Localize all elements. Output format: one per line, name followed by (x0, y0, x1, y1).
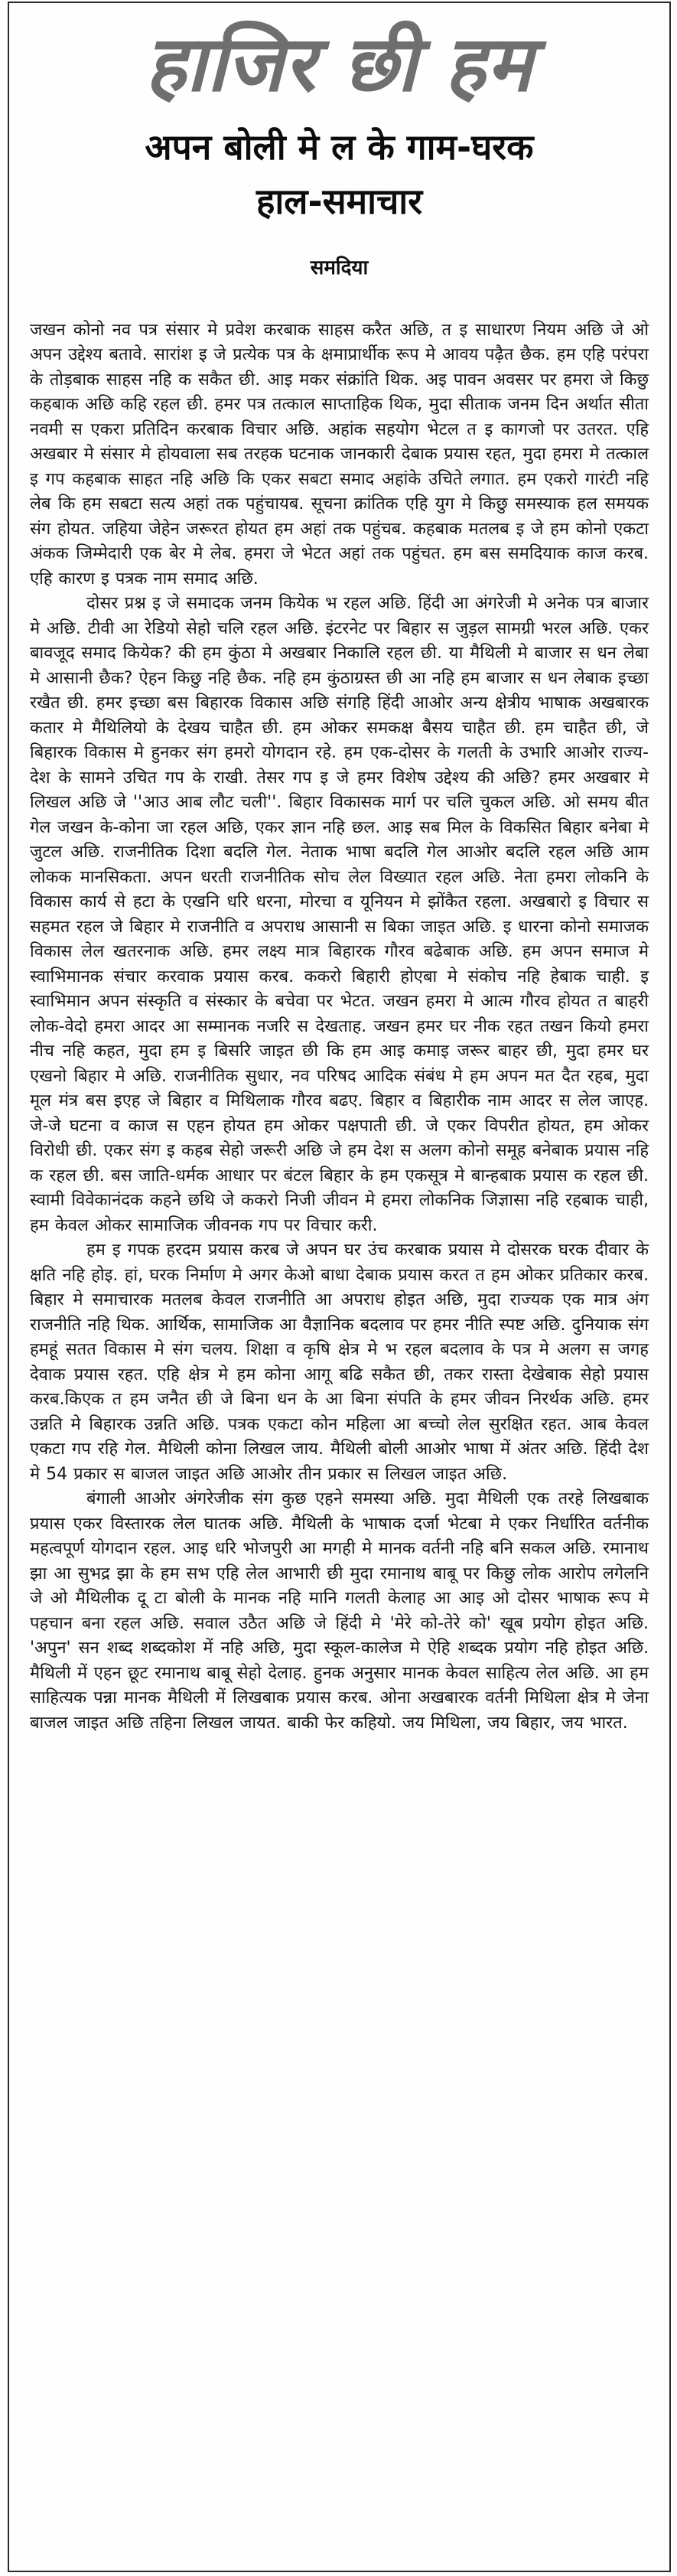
headline-line-2: हाल-समाचार (256, 181, 423, 223)
article-header (30, 20, 649, 280)
body-paragraph: दोसर प्रश्न इ जे समादक जनम कियेक भ रहल अछि. हिंदी आ अंगरेजी मे अनेक पत्र बाजार मे अछि. टीवी आ रेडियो सेहो चलि रहल अछि. इंटरनेट पर बिहार स जुड़ल सामग्री भरल अछि. एकर बावजूद समाद कियेक? की हम कुंठा मे अखबार निकालि रहल छी. या मैथिली मे बाजार स धन लेबा मे आसानी छैक? ऐहन किछु नहि छैक. नहि हम कुंठाग्रस्त छी आ नहि हम बाजार स धन लेबाक इच्छा रखैत छी. हमर इच्छा बस बिहारक विकास अछि संगहि हिंदी आओर अन्य क्षेत्रीय भाषाक अखबारक कतार मे मैथिलियो के देखय चाहैत छी. हम ओकर समकक्ष बैसय चाहैत छी. हम चाहैत छी, जे बिहारक विकास मे हुनकर संग हमरो योगदान रहे. हम एक-दोसर के गलती के उभारि आओर राज्य-देश के सामने उचित गप के राखी. तेसर गप इ जे हमर विशेष उद्देश्य की अछि? हमर अखबार मे लिखल अछि जे ''आउ आब लौट चली''. बिहार विकासक मार्ग पर चलि चुकल अछि. ओ समय बीत गेल जखन के-कोना जा रहल अछि, एकर ज्ञान नहि छल. आइ सब मिल के विकसित बिहार बनेबा मे जुटल अछि. राजनीतिक दिशा बदलि गेल. नेताक भाषा बदलि गेल आओर बदलि रहल अछि आम लोकक मानसिकता. अपन धरती राजनीतिक सोच लेल विख्यात रहल अछि. नेता हमरा लोकनि के विकास कार्य से हटा के एखनि धरि धरना, मोरचा व यूनियन मे झोंकैत रहला. अखबारो इ विचार स सहमत रहल जे बिहार मे राजनीति व अपराध आसानी स बिका जाइत अछि. इ धारना कोनो समाजक विकास लेल खतरनाक अछि. हमर लक्ष्य मात्र बिहारक गौरव बढेबाक अछि. हम अपन समाज मे स्वाभिमानक संचार करवाक प्रयास करब. ककरो बिहारी होएबा मे संकोच नहि हेबाक चाही. इ स्वाभिमान अपन संस्कृति व संस्कार के बचेवा पर भेटत. जखन हमरा मे आत्म गौरव होयत त बाहरी लोक-वेदो हमरा आदर आ सम्मानक नजरि स देखताह. जखन हमर घर नीक रहत तखन कियो हमरा नीच नहि कहत, मुदा हम इ बिसरि जाइत छी कि हम आइ कमाइ जरूर बाहर छी, मुदा हमर घर एखनो बिहार मे अछि. राजनीतिक सुधार, नव परिषद आदिक संबंध मे हम अपन मत दैत रहब, मुदा मूल मंत्र बस इएह जे बिहार व मिथिलाक गौरव बढए. बिहार व बिहारीक नाम आदर स लेल जाएह. जे-जे घटना व काज स एहन होयत हम ओकर पक्षपाती छी. जे एकर विपरीत होयत, हम ओकर विरोधी छी. एकर संग इ कहब सेहो जरूरी अछि जे हम देश स अलग कोनो समूह बनेबाक प्रयास नहि क रहल छी. बस जाति-धर्मक आधार पर बंटल बिहार के हम एकसूत्र मे बान्हबाक प्रयास क रहल छी. स्वामी विवेकानंदक कहने छथि जे ककरो निजी जीवन मे हमरा लोकनिक जिज्ञासा नहि रहबाक चाही, हम केवल ओकर सामाजिक जीवनक गप पर विचार करी. (30, 594, 649, 1235)
body-paragraph: बंगाली आओर अंगरेजीक संग कुछ एहने समस्या अछि. मुदा मैथिली एक तरहे लिखबाक प्रयास एकर विस्तारक लेल घातक अछि. मैथिली के भाषाक दर्जा भेटबा मे एकर निर्धारित वर्तनीक महत्वपूर्ण योगदान रहल. आइ धरि भोजपुरी आ मगही मे मानक वर्तनी नहि बनि सकल अछि. रमानाथ झा आ सुभद्र झा के हम सभ एहि लेल आभारी छी मुदा रमानाथ बाबू पर किछु लोक आरोप लगेलनि जे ओ मैथिलीक दू टा बोली के मानक नहि मानि गलती केलाह आ आइ ओ दोसर भाषाक रूप मे पहचान बना रहल अछि. सवाल उठैत अछि जे हिंदी मे 'मेरे को-तेरे को' खूब प्रयोग होइत अछि. 'अपुन' सन शब्द शब्दकोश में नहि अछि, मुदा स्कूल-कालेज मे ऐहि शब्दक प्रयोग नहि होइत अछि. मैथिली में एहन छूट रमानाथ बाबू सेहो देलाह. हुनक अनुसार मानक केवल साहित्य लेल अछि. आ हम साहित्यक पन्ना मानक मैथिली में लिखबाक प्रयास करब. ओना अखबारक वर्तनी मिथिला क्षेत्र मे जेना बाजल जाइत अछि तहिना लिखल जायत. बाकी फेर कहियो. जय मिथिला, जय बिहार, जय भारत. (30, 1489, 649, 1733)
article-body (30, 318, 649, 1736)
headline (30, 120, 649, 230)
body-paragraph: हम इ गपक हरदम प्रयास करब जे अपन घर उंच करबाक प्रयास मे दोसरक घरक दीवार के क्षति नहि होइ. हां, घरक निर्माण मे अगर केओ बाधा देबाक प्रयास करत त हम ओकर प्रतिकार करब. बिहार मे समाचारक मतलब केवल राजनीति आ अपराध होइत अछि, मुदा राज्यक एक मात्र अंग राजनीति नहि थिक. आर्थिक, सामाजिक आ वैज्ञानिक बदलाव पर हमर नीति स्पष्ट अछि. दुनियाक संग हमहूं सतत विकास मे संग चलय. शिक्षा व कृषि क्षेत्र मे भ रहल बदलाव के पत्र मे अलग स जगह देवाक प्रयास रहत. एहि क्षेत्र मे हम कोना आगू बढि सकैत छी, तकर रास्ता देखेबाक सेहो प्रयास करब.किएक त हम जनैत छी जे बिना धन के आ बिना संपति के हमर जीवन निरर्थक अछि. हमर उन्नति मे बिहारक उन्नति अछि. पत्रक एकटा कोन महिला आ बच्चो लेल सुरक्षित रहत. आब केवल एकटा गप रहि गेल. मैथिली कोना लिखल जाय. मैथिली बोली आओर भाषा में अंतर अछि. हिंदी देश मे 54 प्रकार स बाजल जाइत अछि आओर तीन प्रकार स लिखल जाइत अछि. (30, 1241, 649, 1484)
body-paragraph: जखन कोनो नव पत्र संसार मे प्रवेश करबाक साहस करैत अछि, त इ साधारण नियम अछि जे ओ अपन उद्देश्य बतावे. सारांश इ जे प्रत्येक पत्र के क्षमाप्रार्थीक रूप मे आवय पढ़ैत छैक. हम एहि परंपरा के तोड़बाक साहस नहि क सकैत छी. आइ मकर संक्रांति थिक. अइ पावन अवसर पर हमरा जे किछु कहबाक अछि कहि रहल छी. हमर पत्र तत्काल साप्ताहिक थिक, मुदा सीताक जनम दिन अर्थात सीता नवमी स एकरा प्रतिदिन करबाक विचार अछि. अहांक सहयोग भेटल त इ कागजो पर उतरत. एहि अखबार मे संसार मे होयवाला सब तरहक घटनाक जानकारी देबाक प्रयास रहत, मुदा हमरा मे तत्काल इ गप कहबाक साहत नहि अछि कि एकर सबटा समाद अहांके उचिते लगात. हम एकरो गारंटी नहि लेब कि हम सबटा सत्य अहां तक पहुंचायब. सूचना क्रांतिक एहि युग मे किछु समस्याक हल समयक संग होयत. जहिया जेहेन जरूरत होयत हम अहां तक पहुंचब. कहबाक मतलब इ जे हम कोनो एकटा अंकक जिम्मेदारी एक बेर मे लेब. हमरा जे भेटत अहां तक पहुंचत. हम बस समदियाक काज करब. एहि कारण इ पत्रक नाम समाद अछि. (30, 320, 649, 589)
headline-line-1: अपन बोली मे ल के गाम-घरक (145, 126, 534, 168)
masthead-title: हाजिर छी हम (145, 19, 533, 109)
page-frame (8, 2, 671, 2572)
byline: समदिया (310, 256, 369, 279)
